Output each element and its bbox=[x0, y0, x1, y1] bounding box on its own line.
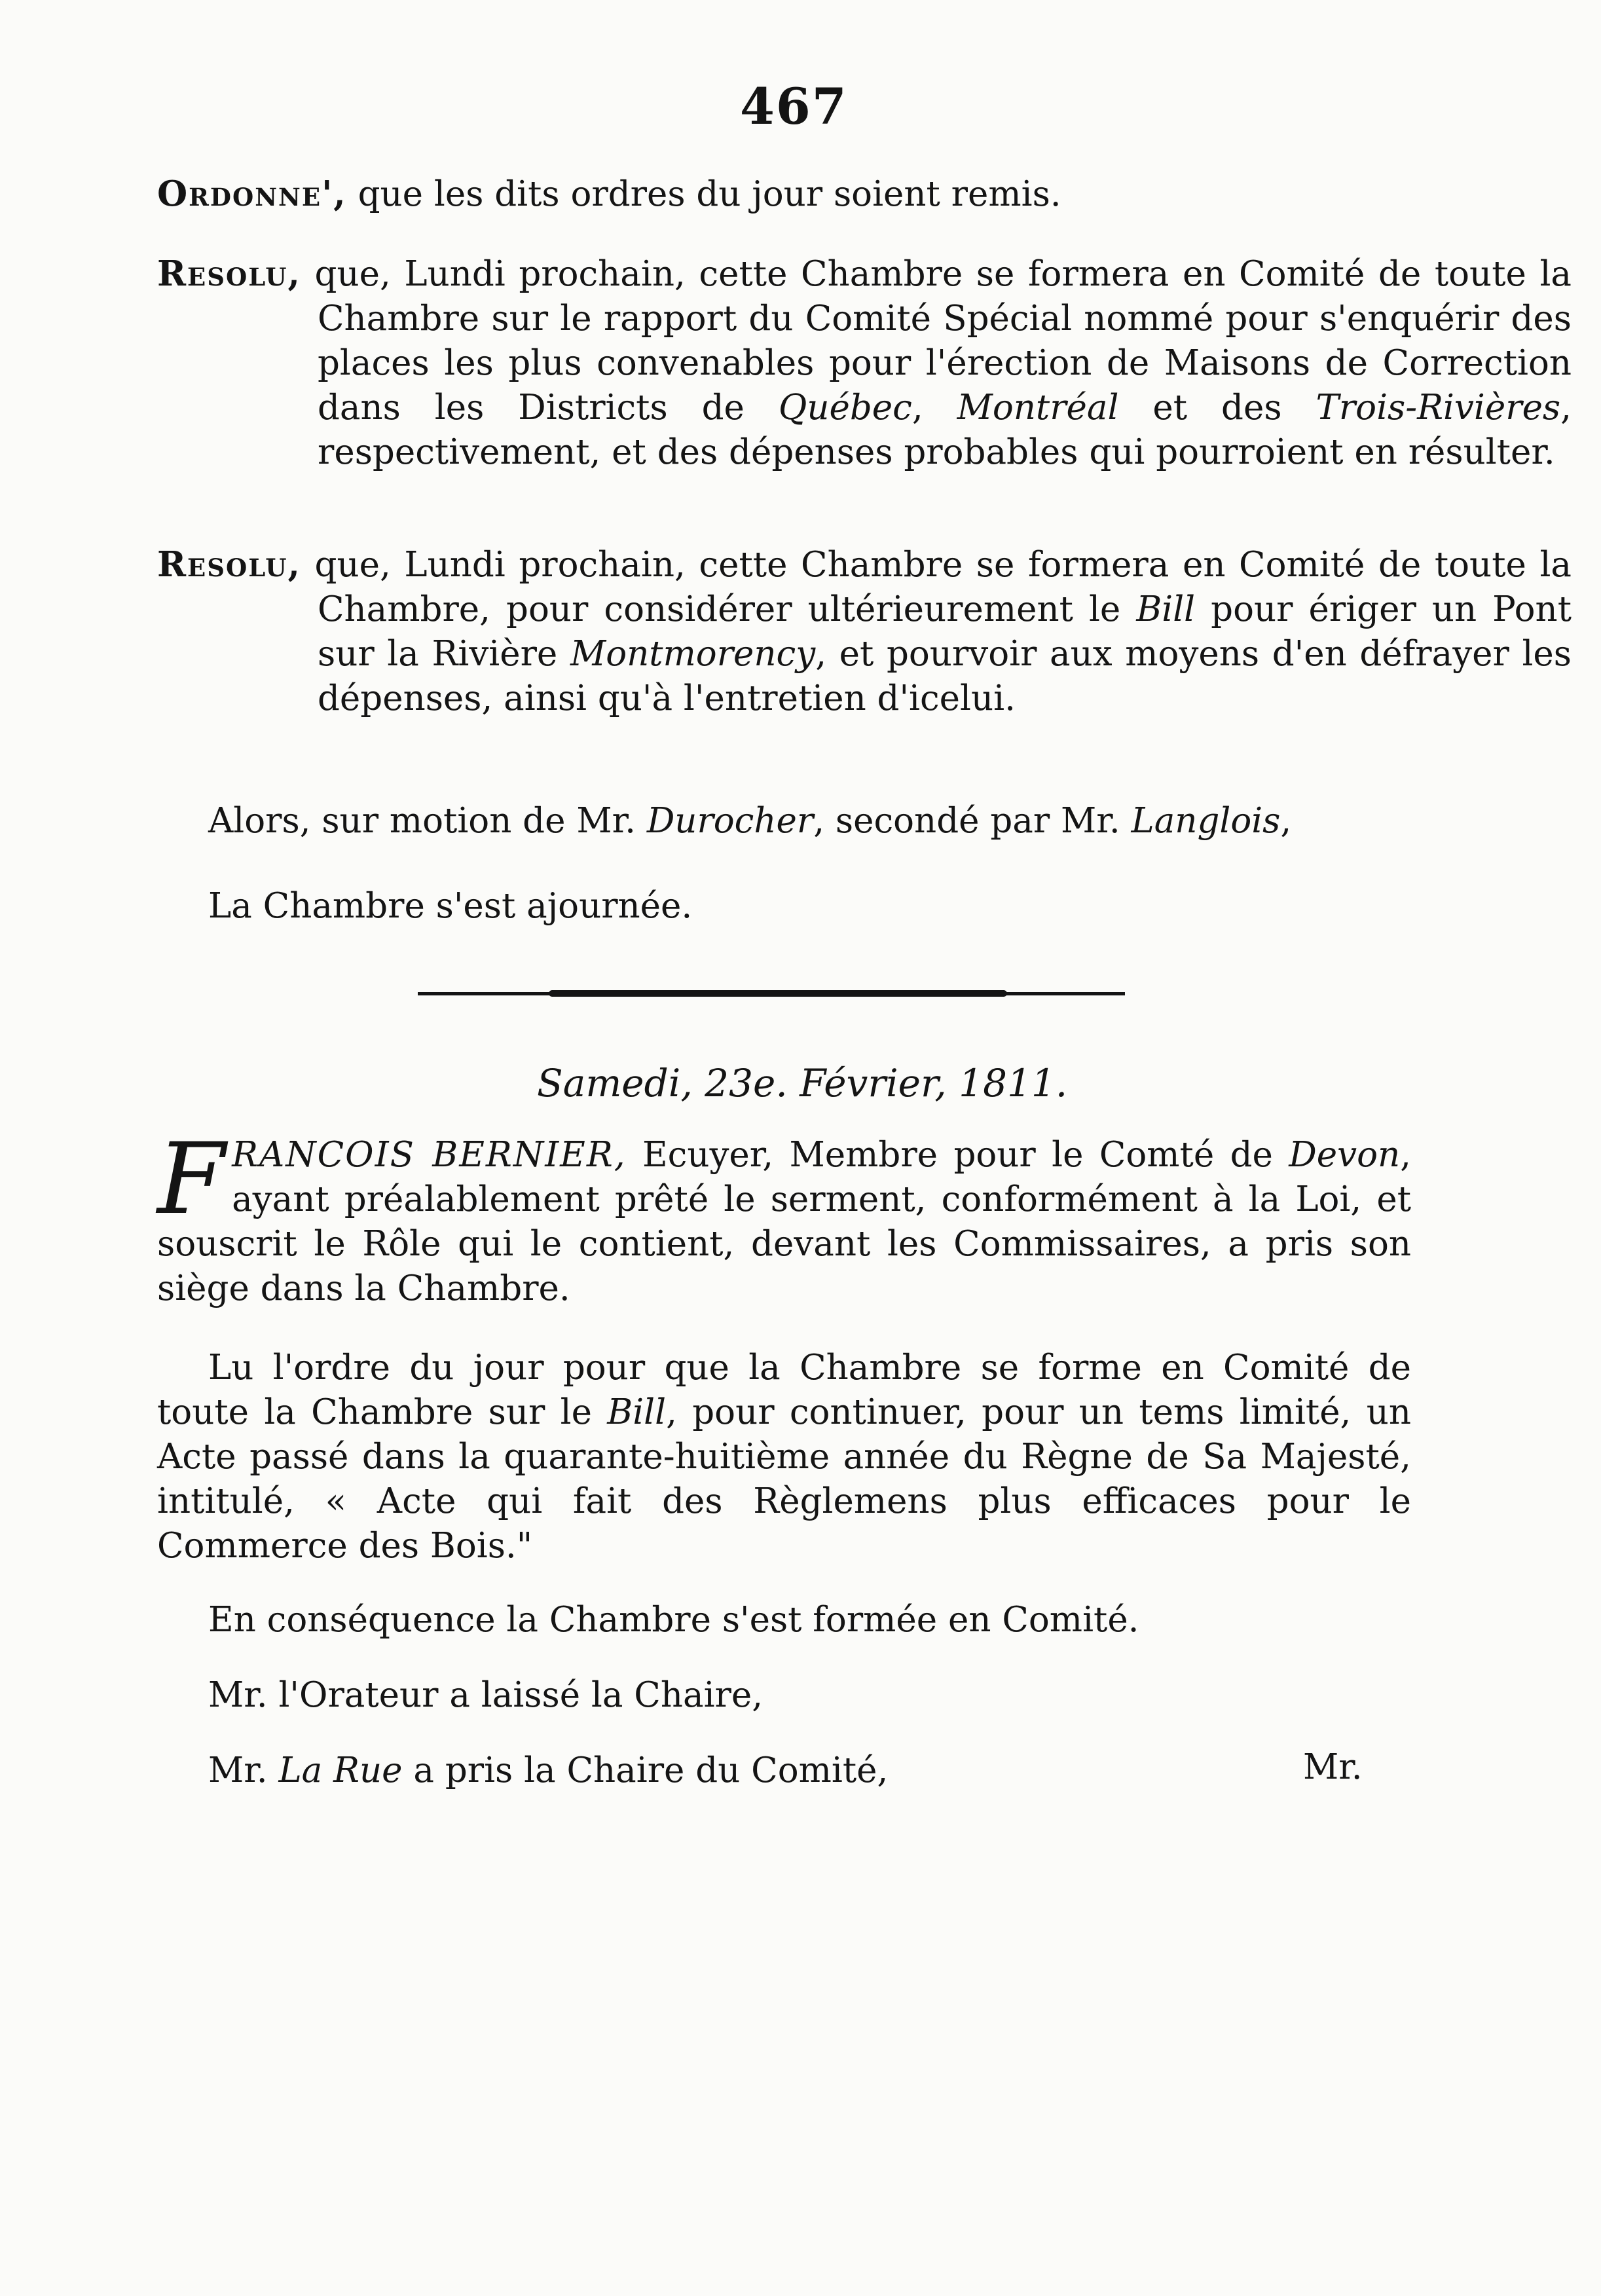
text-comite: En conséquence la Chambre s'est formée en Comité. bbox=[208, 1600, 1139, 1640]
text-ordre-du-jour: Lu l'ordre du jour pour que la Chambre se forme en Comité de toute la Chambre sur le Bill, pour continuer, pour un tems limité, un Acte passé dans la quarante-huitième année du Règne de Sa Majesté, intitulé, « Acte qui fait des Règlemens plus efficaces pour le Commerce des Bois." bbox=[157, 1348, 1411, 1566]
paragraph-resolu-1 bbox=[157, 251, 1572, 475]
label-resolu-1: Resolu, bbox=[157, 253, 301, 294]
date-heading: Samedi, 23e. Février, 1811. bbox=[537, 1061, 1068, 1105]
catchword: Mr. bbox=[1303, 1747, 1363, 1787]
paragraph-motion bbox=[208, 799, 1413, 843]
section-divider bbox=[418, 989, 1125, 998]
label-resolu-2: Resolu, bbox=[157, 544, 301, 585]
paragraph-comite bbox=[208, 1598, 1387, 1642]
text-resolu-2: que, Lundi prochain, cette Chambre se formera en Comité de toute la Chambre, pour considérer ultérieurement le Bill pour ériger un Pont sur la Rivière Montmorency, et pourvoir aux moyens d'en défrayer les dépenses, ainsi qu'à l'entretien d'icelui. bbox=[301, 545, 1572, 718]
text-orateur: Mr. l'Orateur a laissé la Chaire, bbox=[208, 1675, 764, 1715]
text-resolu-1: que, Lundi prochain, cette Chambre se formera en Comité de toute la Chambre sur le rapport du Comité Spécial nommé pour s'enquérir des places les plus convenables pour l'érection de Maisons de Correction dans les Districts de Québec, Montréal et des Trois-Rivières, respectivement, et des dépenses probables qui pourroient en résulter. bbox=[301, 254, 1572, 472]
paragraph-resolu-2 bbox=[157, 542, 1572, 721]
text-bernier: Ecuyer, Membre pour le Comté de Devon, ayant préalablement prêté le serment, conformément à la Loi, et souscrit le Rôle qui le contient, devant les Commissaires, a pris son siège dans la Chambre. bbox=[157, 1135, 1411, 1308]
text-la-rue: Mr. La Rue a pris la Chaire du Comité, bbox=[208, 1750, 889, 1790]
drop-cap: F bbox=[157, 1122, 226, 1236]
paragraph-ordonne bbox=[157, 172, 1427, 217]
name-bernier: RANCOIS BERNIER, bbox=[232, 1135, 627, 1175]
page-number: 467 bbox=[740, 77, 848, 136]
text-motion: Alors, sur motion de Mr. Durocher, secondé par Mr. Langlois, bbox=[208, 801, 1292, 841]
paragraph-ajournee bbox=[208, 884, 1413, 929]
label-ordonne: Ordonne', bbox=[157, 174, 347, 214]
paragraph-orateur bbox=[208, 1673, 1387, 1718]
paragraph-bernier bbox=[157, 1122, 1411, 1311]
paragraph-la-rue bbox=[208, 1749, 1125, 1793]
text-ordonne: que les dits ordres du jour soient remis. bbox=[346, 174, 1061, 214]
paragraph-ordre-du-jour bbox=[157, 1346, 1411, 1568]
text-ajournee: La Chambre s'est ajournée. bbox=[208, 886, 693, 926]
